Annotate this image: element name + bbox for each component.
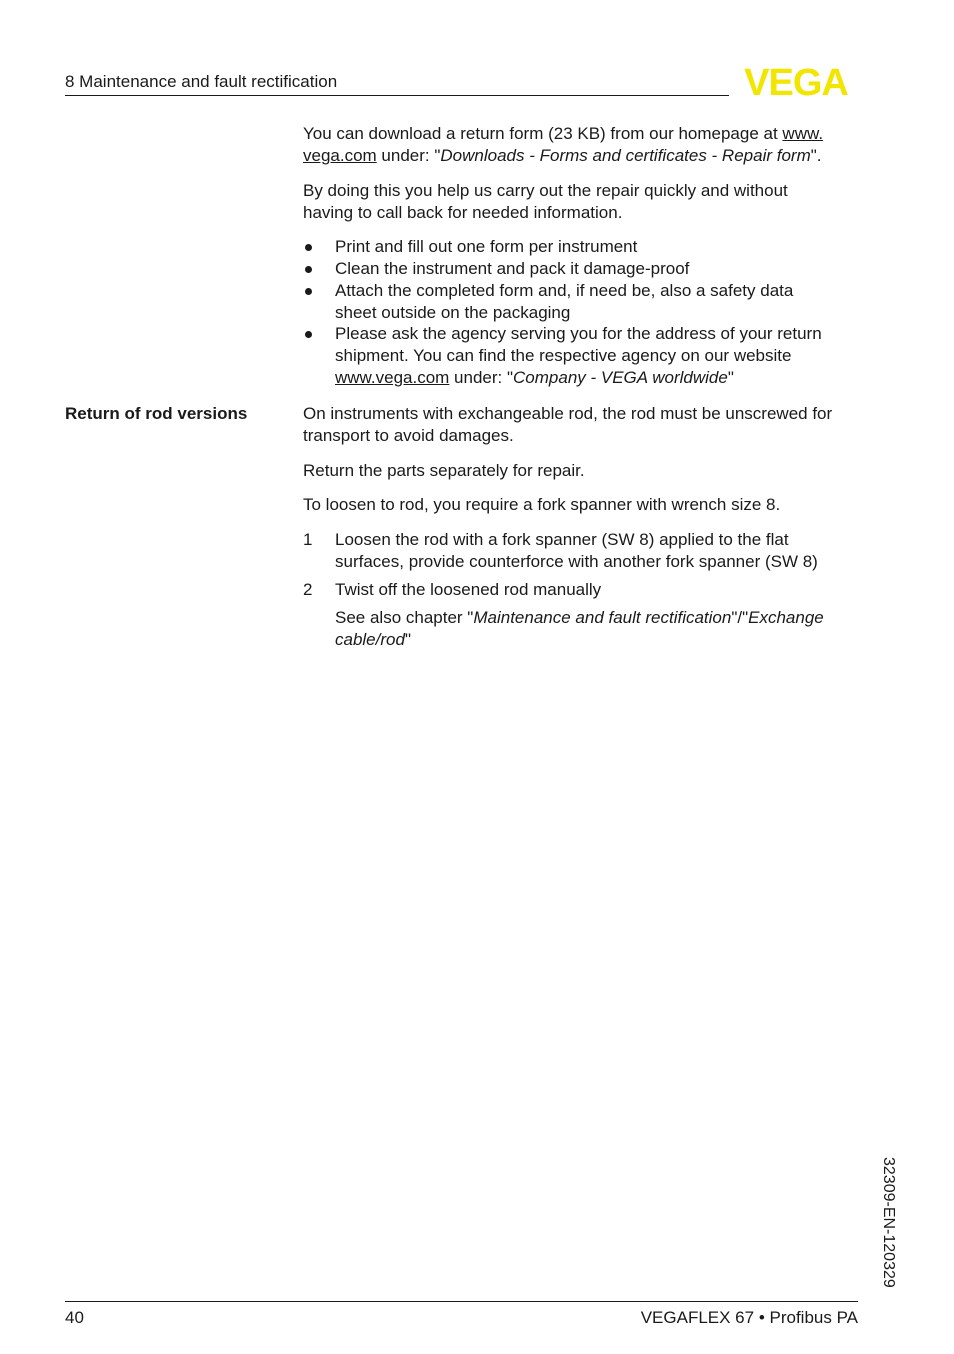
intro-text-under: under: " xyxy=(376,146,441,165)
bullet-dot xyxy=(305,331,312,338)
see-also-text: See also chapter " xyxy=(335,608,474,627)
step-text: Loosen the rod with a fork spanner (SW 8) applied to the flat xyxy=(335,530,789,549)
intro-text: You can download a return form (23 KB) from our homepage at xyxy=(303,124,783,143)
bullet-text: under: " xyxy=(449,368,514,387)
see-also-topic: Exchange xyxy=(748,608,824,627)
intro-paragraph-repair xyxy=(303,180,859,224)
website-path: Company - VEGA worldwide xyxy=(513,368,728,387)
intro-text-end: ". xyxy=(810,146,822,165)
step-number: 2 xyxy=(303,580,313,599)
document-code: 32309-EN-120329 xyxy=(880,1157,897,1288)
see-also-chapter: Maintenance and fault rectification xyxy=(473,608,732,627)
step-text: surfaces, provide counterforce with another fork spanner (SW 8) xyxy=(335,552,818,571)
bullet-dot xyxy=(305,266,312,273)
rod-paragraph-2: Return the parts separately for repair. xyxy=(303,461,585,480)
see-also-topic-cont: cable/rod xyxy=(335,630,405,649)
vega-logo-text: VEGA xyxy=(744,65,848,98)
vega-logo xyxy=(734,65,858,98)
bullet-text: " xyxy=(727,368,734,387)
bullet-text: Print and fill out one form per instrument xyxy=(335,237,638,256)
rod-paragraph-1 xyxy=(303,403,859,447)
bullet-text: Please ask the agency serving you for the address of your return xyxy=(335,324,822,343)
bullet-text: sheet outside on the packaging xyxy=(335,303,571,322)
bullet-dot xyxy=(305,244,312,251)
download-path: Downloads - Forms and certificates - Repair form xyxy=(440,146,811,165)
footer-rule xyxy=(65,1301,858,1302)
intro-paragraph-download xyxy=(303,123,859,167)
homepage-link-part1[interactable]: www. xyxy=(782,124,824,143)
header-rule xyxy=(65,95,729,96)
homepage-link-part2[interactable]: vega.com xyxy=(303,146,377,165)
repair-line-2: having to call back for needed information. xyxy=(303,203,623,222)
rod-paragraph-3: To loosen to rod, you require a fork spanner with wrench size 8. xyxy=(303,495,781,514)
bullet-text: Clean the instrument and pack it damage-proof xyxy=(335,259,690,278)
see-also-end: " xyxy=(404,630,411,649)
page-number: 40 xyxy=(65,1308,84,1327)
step-number: 1 xyxy=(303,530,313,549)
section-label-rod-return: Return of rod versions xyxy=(65,404,248,423)
see-also-note xyxy=(335,607,859,651)
bullet-dot xyxy=(305,288,312,295)
chapter-title: 8 Maintenance and fault rectification xyxy=(65,72,338,91)
see-also-sep: "/" xyxy=(731,608,749,627)
rod-line-1: On instruments with exchangeable rod, the rod must be unscrewed for xyxy=(303,404,833,423)
rod-line-2: transport to avoid damages. xyxy=(303,426,514,445)
repair-line-1: By doing this you help us carry out the repair quickly and without xyxy=(303,181,788,200)
product-name: VEGAFLEX 67 • Profibus PA xyxy=(640,1308,858,1327)
bullet-text: Attach the completed form and, if need be, also a safety data xyxy=(335,281,794,300)
step-text: Twist off the loosened rod manually xyxy=(335,580,602,599)
bullet-text: shipment. You can find the respective agency on our website xyxy=(335,346,792,365)
website-link[interactable]: www.vega.com xyxy=(335,368,450,387)
